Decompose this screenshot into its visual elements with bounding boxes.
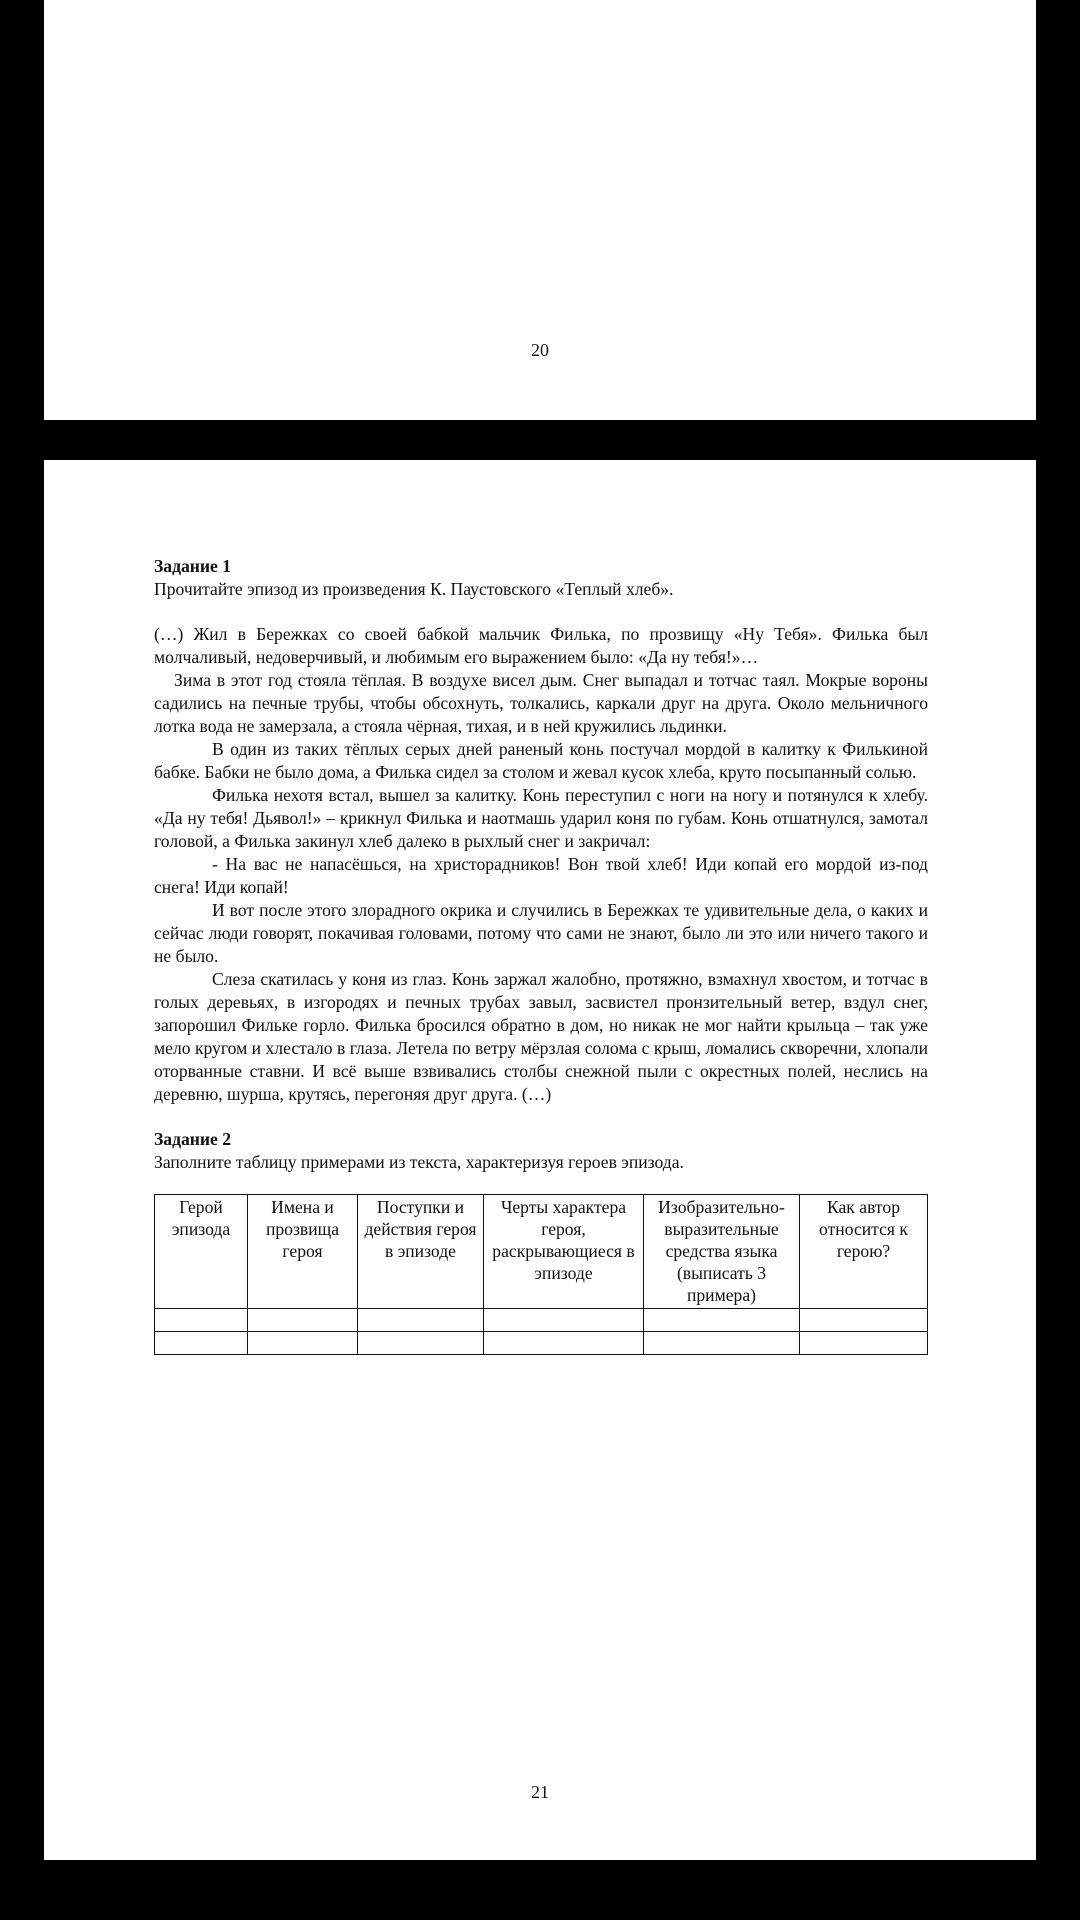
story-paragraph: - На вас не напасёшься, на христорадников! Вон твой хлеб! Иди копай его мордой из-под снега! Иди копай! xyxy=(154,854,928,897)
story-paragraph: (…) Жил в Бережках со своей бабкой мальчик Филька, по прозвищу «Ну Тебя». Филька был молчаливый, недоверчивый, и любимым его выражением было: «Да ну тебя!»… xyxy=(154,624,928,667)
table-header-row xyxy=(155,1195,928,1309)
task2-intro: Заполните таблицу примерами из текста, характеризуя героев эпизода. xyxy=(154,1152,684,1172)
task2-title: Задание 2 xyxy=(154,1129,232,1149)
story-paragraph: Филька нехотя встал, вышел за калитку. Конь переступил с ноги на ногу и потянулся к хлебу. «Да ну тебя! Дьявол!» – крикнул Филька и наотмашь ударил коня по губам. Конь отшатнулся, замотал головой, а Филька закинул хлеб далеко в рыхлый снег и закричал: xyxy=(154,785,928,851)
table-header-cell: Изобразительно-выразительные средства языка (выписать 3 примера) xyxy=(644,1195,800,1309)
table-row xyxy=(155,1332,928,1355)
story-paragraph: Зима в этот год стояла тёплая. В воздухе висел дым. Снег выпадал и тотчас таял. Мокрые вороны садились на печные трубы, чтобы обсохнуть, толкались, каркали друг на друга. Около мельничного лотка вода не замерзала, а стояла чёрная, тихая, и в ней кружились льдинки. xyxy=(154,670,928,736)
answer-table xyxy=(154,1194,928,1355)
table-cell[interactable] xyxy=(155,1309,248,1332)
page-number: 20 xyxy=(531,340,549,360)
table-cell[interactable] xyxy=(358,1332,484,1355)
table-header-cell: Как автор относится к герою? xyxy=(800,1195,928,1309)
table-cell[interactable] xyxy=(644,1309,800,1332)
task1-intro: Прочитайте эпизод из произведения К. Паустовского «Теплый хлеб». xyxy=(154,579,674,599)
story-paragraph: Слеза скатилась у коня из глаз. Конь заржал жалобно, протяжно, взмахнул хвостом, и тотчас в голых деревьях, в изгородях и печных трубах завыл, засвистел пронзительный ветер, вздул снег, запорошил Фильке горло. Филька бросился обратно в дом, но никак не мог найти крыльца – так уже мело кругом и хлестало в глаза. Летела по ветру мёрзлая солома с крыш, ломались скворечни, хлопали оторванные ставни. И всё выше взвивались столбы снежной пыли с окрестных полей, неслись на деревню, шурша, крутясь, перегоняя друг друга. (…) xyxy=(154,969,928,1104)
story-paragraph: В один из таких тёплых серых дней раненый конь постучал мордой в калитку к Филькиной бабке. Бабки не было дома, а Филька сидел за столом и жевал кусок хлеба, круто посыпанный солью. xyxy=(154,739,928,782)
table-cell[interactable] xyxy=(248,1332,358,1355)
table-header-cell: Герой эпизода xyxy=(155,1195,248,1309)
table-cell[interactable] xyxy=(358,1309,484,1332)
page-number: 21 xyxy=(531,1782,549,1802)
table-header-cell: Поступки и действия героя в эпизоде xyxy=(358,1195,484,1309)
table-row xyxy=(155,1309,928,1332)
table-cell[interactable] xyxy=(155,1332,248,1355)
table-cell[interactable] xyxy=(644,1332,800,1355)
table-cell[interactable] xyxy=(484,1332,644,1355)
table-cell[interactable] xyxy=(800,1332,928,1355)
table-header-cell: Имена и прозвища героя xyxy=(248,1195,358,1309)
table-cell[interactable] xyxy=(800,1309,928,1332)
table-header-cell: Черты характера героя, раскрывающиеся в эпизоде xyxy=(484,1195,644,1309)
table-cell[interactable] xyxy=(248,1309,358,1332)
table-cell[interactable] xyxy=(484,1309,644,1332)
story-paragraph: И вот после этого злорадного окрика и случились в Бережках те удивительные дела, о каких и сейчас люди говорят, покачивая головами, потому что сами не знают, было ли это или ничего такого и не было. xyxy=(154,900,928,966)
task1-title: Задание 1 xyxy=(154,556,232,576)
page-content xyxy=(154,555,928,1355)
document-page-top xyxy=(44,0,1036,420)
document-page-bottom xyxy=(44,460,1036,1860)
